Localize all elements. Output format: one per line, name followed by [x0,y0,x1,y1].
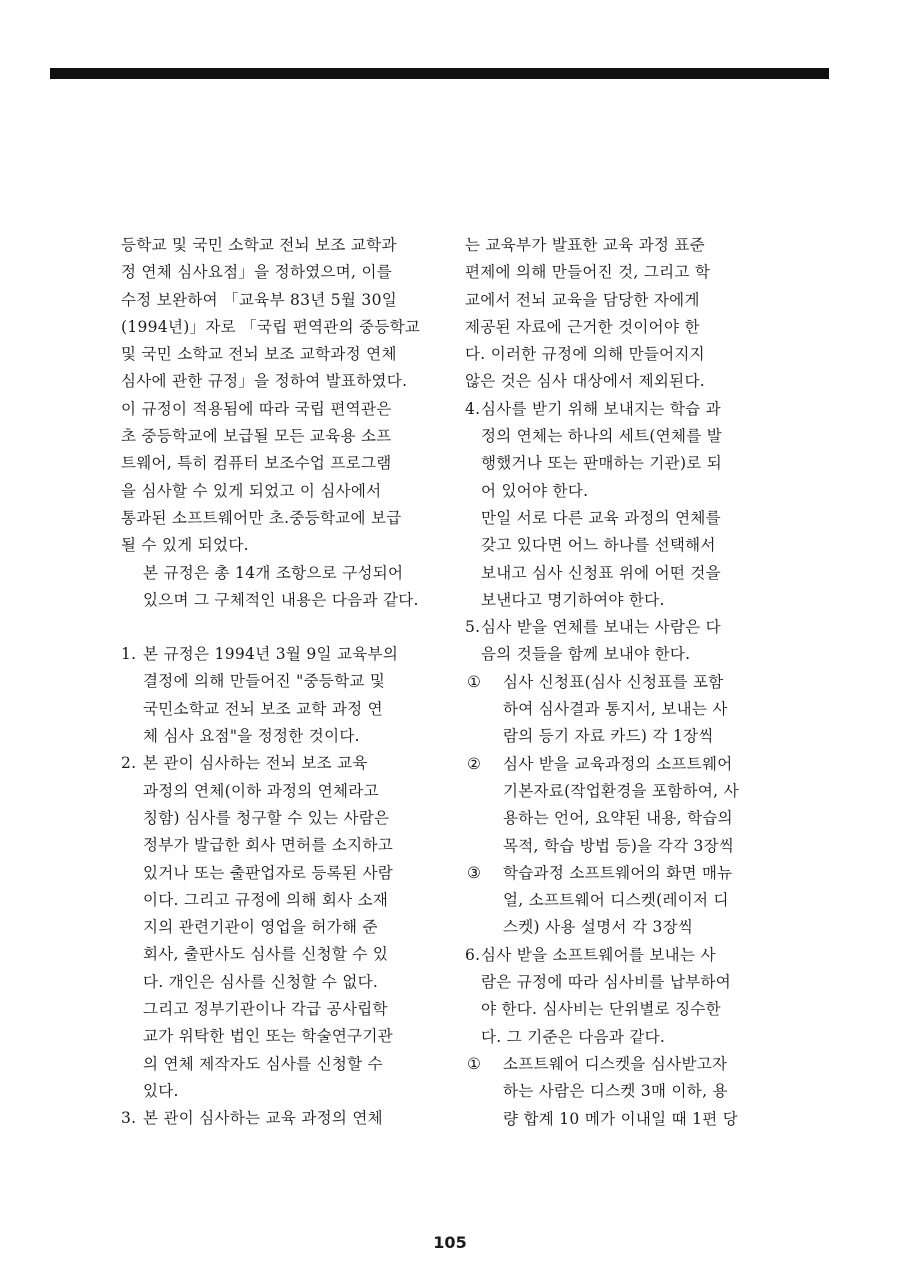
right-column [465,232,765,1133]
item-text-line: 심사 받을 연체를 보내는 사람은 다 [481,618,721,637]
text-line: 및 국민 소학교 전뇌 보조 교학과정 연체 [121,345,397,364]
item-text-line: 의 연체 제작자도 심사를 신청할 수 [143,1054,383,1073]
regulation-item [121,750,439,1105]
item-number: 6. [465,945,481,964]
item-text-line: 있다. [143,1081,179,1100]
sub-item [465,669,765,751]
regulation-item [465,614,765,942]
text-line: 등학교 및 국민 소학교 전뇌 보조 교학과 [121,236,397,254]
intro-paragraph [121,232,439,560]
item-text-line: 칭함) 심사를 청구할 수 있는 사람은 [143,808,390,827]
sub-item-text-line: 소프트웨어 디스켓을 심사받고자 [503,1054,728,1073]
sub-item-text-line: 량 합계 10 메가 이내일 때 1편 당 [503,1109,739,1128]
sub-item-text-line: 기본자료(작업환경을 포함하여, 사 [503,781,739,800]
sub-item-text-line: 학습과정 소프트웨어의 화면 매뉴 [503,863,733,882]
item-text-line: 다. 개인은 심사를 신청할 수 없다. [143,972,379,991]
item-number: 3. [121,1109,137,1128]
sub-item-text-line: 얼, 소프트웨어 디스켓(레이저 디 [503,891,729,910]
sub-item [465,751,765,860]
sub-item [465,1051,765,1133]
text-line: 다. 이러한 규정에 의해 만들어지지 [465,345,705,364]
sub-item-text-line: 심사 받을 교육과정의 소프트웨어 [503,754,733,773]
item-text-line: 이다. 그리고 규정에 의해 회사 소재 [143,890,389,909]
item-body [465,614,765,669]
regulation-item [121,641,439,750]
item-text-line: 있거나 또는 출판업자로 등록된 사람 [143,863,394,882]
sub-item-text-line: 람의 등기 자료 카드) 각 1장씩 [503,727,714,746]
item-text-line: 만일 서로 다른 교육 과정의 연체를 [481,508,721,527]
item-text-line: 교가 위탁한 법인 또는 학술연구기관 [143,1027,394,1046]
sub-item-text-line: 하는 사람은 디스켓 3매 이하, 용 [503,1082,728,1101]
item-text-line: 갖고 있다면 어느 하나를 선택해서 [481,536,716,555]
item-text-line: 본 규정은 1994년 3월 9일 교육부의 [143,645,399,664]
item-text-line: 회사, 출판사도 심사를 신청할 수 있 [143,945,389,964]
item-text-line: 람은 규정에 따라 심사비를 납부하여 [481,973,732,992]
text-line: 정 연체 심사요점」을 정하였으며, 이를 [121,263,393,282]
item-text-line: 심사 받을 소프트웨어를 보내는 사 [481,945,716,964]
text-line: 편제에 의해 만들어진 것, 그리고 학 [465,263,711,282]
sub-item-text-line: 하여 심사결과 통지서, 보내는 사 [503,700,728,719]
sub-item-text-line: 심사 신청표(심사 신청표를 포함 [503,672,724,691]
item-text-line: 결정에 의해 만들어진 "중등학교 및 [143,672,386,691]
item-text-line: 다. 그 기준은 다음과 같다. [481,1027,666,1046]
sub-item-marker: ① [467,672,482,691]
summary-paragraph [121,560,439,615]
item-text-line: 과정의 연체(이하 과정의 연체라고 [143,781,379,800]
item-number: 4. [465,399,481,418]
item-body [121,1105,439,1132]
sub-item-marker: ② [467,754,482,773]
text-line: 는 교육부가 발표한 교육 과정 표준 [465,236,705,254]
text-line: 않은 것은 심사 대상에서 제외된다. [465,372,705,391]
regulation-item [465,396,765,614]
item-number: 1. [121,645,137,664]
sub-item-marker: ③ [467,863,482,882]
item-text-line: 지의 관련기관이 영업을 허가해 준 [143,918,378,937]
sub-item-text-line: 용하는 언어, 요약된 내용, 학습의 [503,809,733,828]
text-line: 제공된 자료에 근거한 것이어야 한 [465,317,700,336]
text-line: 본 규정은 총 14개 조항으로 구성되어 [143,563,404,582]
section-gap [121,614,439,641]
regulation-item [121,1105,439,1132]
item-body [121,641,439,750]
item-text-line: 정부가 발급한 회사 면허를 소지하고 [143,836,394,855]
item-text-line: 본 관이 심사하는 교육 과정의 연체 [143,1109,383,1128]
item-number: 2. [121,754,137,773]
item-text-line: 국민소학교 전뇌 보조 교학 과정 연 [143,699,383,718]
item-text-line: 음의 것들을 함께 보내야 한다. [481,645,691,664]
item-text-line: 본 관이 심사하는 전뇌 보조 교육 [143,754,368,773]
regulation-item [465,942,765,1133]
text-line: 을 심사할 수 있게 되었고 이 심사에서 [121,481,382,500]
top-rule [50,68,829,79]
text-line: 초 중등학교에 보급될 모든 교육용 소프 [121,427,392,446]
item-text-line: 정의 연체는 하나의 세트(연체를 발 [481,427,723,446]
item-body [121,750,439,1105]
regulation-list [121,641,439,1132]
item-text-line: 야 한다. 심사비는 단위별로 징수한 [481,1000,721,1019]
item-text-line: 심사를 받기 위해 보내지는 학습 과 [481,399,721,418]
sub-item-text-line: 목적, 학습 방법 등)을 각각 3장씩 [503,836,735,855]
item-text-line: 보내고 심사 신청표 위에 어떤 것을 [481,563,721,582]
text-line: (1994년)」자로 「국립 편역관의 중등학교 [121,317,421,336]
item-text-line: 그리고 정부기관이나 각급 공사립학 [143,1000,388,1019]
continued-paragraph [465,232,765,396]
text-line: 이 규정이 적용됨에 따라 국립 편역관은 [121,399,392,418]
item-text-line: 체 심사 요점"을 정정한 것이다. [143,727,360,746]
text-line: 수정 보완하여 「교육부 83년 5월 30일 [121,290,398,309]
item-text-line: 보낸다고 명기하여야 한다. [481,590,665,609]
sub-item-marker: ① [467,1054,482,1073]
sub-item-text-line: 스켓) 사용 설명서 각 3장씩 [503,918,694,937]
text-line: 통과된 소프트웨어만 초.중등학교에 보급 [121,508,402,527]
page-number: 105 [433,1233,467,1252]
sub-item [465,860,765,942]
text-line: 교에서 전뇌 교육을 담당한 자에게 [465,290,700,309]
text-line: 심사에 관한 규정」을 정하여 발표하였다. [121,372,408,391]
item-body [465,942,765,1051]
text-line: 있으며 그 구체적인 내용은 다음과 같다. [143,590,419,609]
item-body [465,396,765,614]
item-number: 5. [465,618,481,637]
regulation-list-continued [465,396,765,1133]
item-text-line: 어 있어야 한다. [481,481,589,500]
text-line: 트웨어, 특히 컴퓨터 보조수업 프로그램 [121,454,392,473]
left-column [121,232,439,1133]
item-text-line: 행했거나 또는 판매하는 기관)로 되 [481,454,723,473]
text-line: 될 수 있게 되었다. [121,536,249,555]
